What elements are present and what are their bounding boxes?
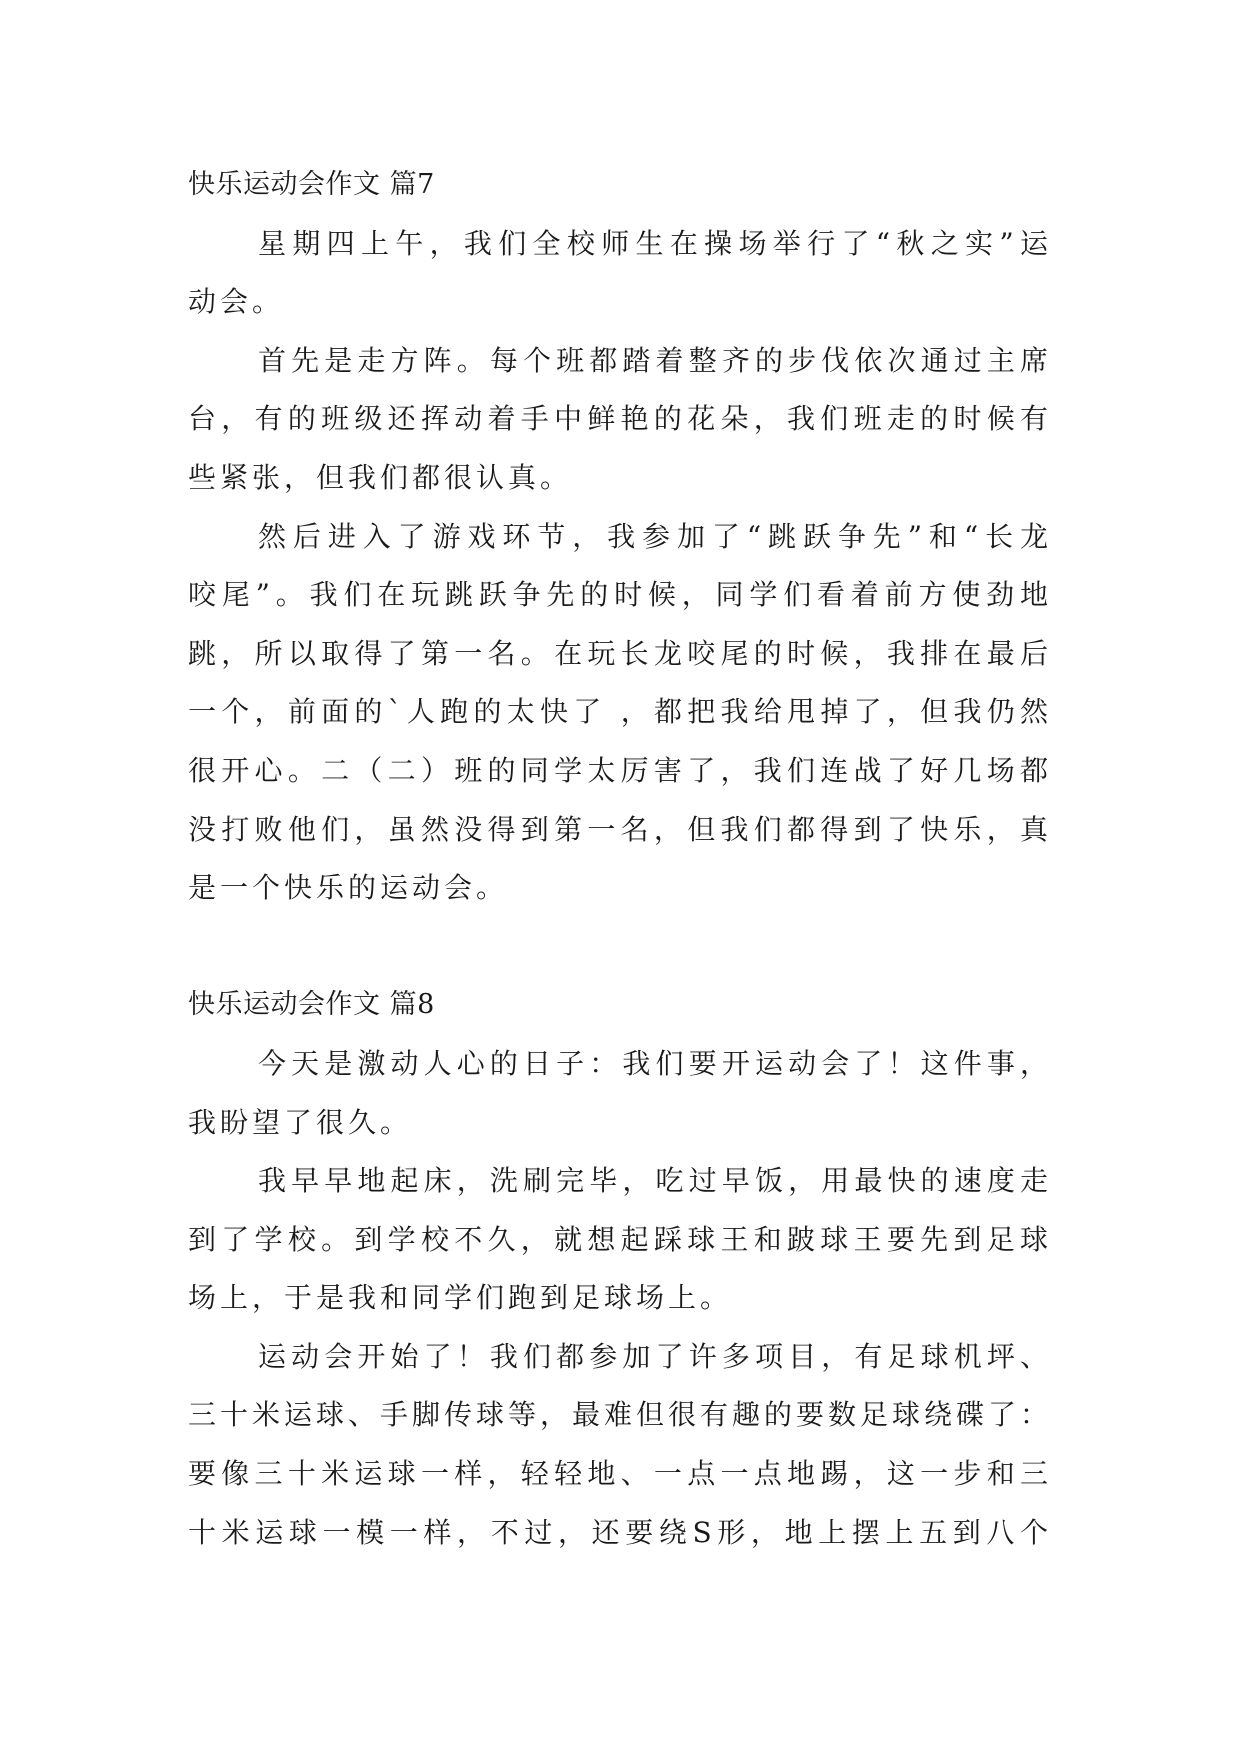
text-line: 到了学校。到学校不久，就想起踩球王和跛球王要先到足球 [188, 1222, 1052, 1256]
text-line: 场上，于是我和同学们跑到足球场上。 [188, 1281, 733, 1315]
essay-section-7 [188, 156, 1052, 918]
text-line: 些紧张，但我们都很认真。 [188, 460, 573, 494]
paragraph [188, 1328, 1052, 1562]
section-gap [188, 918, 1052, 977]
document-page [188, 156, 1052, 1562]
text-line: 今天是激动人心的日子：我们要开运动会了！这件事， [258, 1046, 1052, 1080]
text-line: 没打败他们，虽然没得到第一名，但我们都得到了快乐，真 [188, 812, 1052, 846]
essay-section-8 [188, 976, 1052, 1562]
paragraph [188, 1035, 1052, 1152]
paragraph [188, 332, 1052, 508]
text-line: 首先是走方阵。每个班都踏着整齐的步伐依次通过主席 [258, 343, 1052, 377]
text-line: 很开心。二（二）班的同学太厉害了，我们连战了好几场都 [188, 753, 1052, 787]
text-line: 一个，前面的`人跑的太快了 ，都把我给甩掉了，但我仍然 [188, 695, 1052, 729]
text-line: 星期四上午，我们全校师生在操场举行了“秋之实”运 [258, 226, 1052, 260]
text-line: 我盼望了很久。 [188, 1105, 413, 1139]
paragraph [188, 215, 1052, 332]
section-title: 快乐运动会作文 篇8 [188, 989, 435, 1021]
text-line: 是一个快乐的运动会。 [188, 871, 509, 905]
text-line: 十米运球一模一样，不过，还要绕S形，地上摆上五到八个 [188, 1515, 1052, 1549]
text-line: 动会。 [188, 285, 285, 319]
text-line: 我早早地起床，洗刷完毕，吃过早饭，用最快的速度走 [258, 1164, 1052, 1198]
text-line: 运动会开始了！我们都参加了许多项目，有足球机坪、 [258, 1339, 1052, 1373]
paragraph [188, 508, 1052, 918]
text-line: 咬尾”。我们在玩跳跃争先的时候，同学们看着前方使劲地 [188, 578, 1052, 612]
text-line: 台，有的班级还挥动着手中鲜艳的花朵，我们班走的时候有 [188, 402, 1052, 436]
text-line: 然后进入了游戏环节，我参加了“跳跃争先”和“长龙 [258, 519, 1052, 553]
text-line: 三十米运球、手脚传球等，最难但很有趣的要数足球绕碟了： [188, 1398, 1053, 1432]
text-line: 跳，所以取得了第一名。在玩长龙咬尾的时候，我排在最后 [188, 636, 1052, 670]
section-title: 快乐运动会作文 篇7 [188, 169, 435, 200]
text-line: 要像三十米运球一样，轻轻地、一点一点地踢，这一步和三 [188, 1457, 1052, 1491]
paragraph [188, 1152, 1052, 1328]
